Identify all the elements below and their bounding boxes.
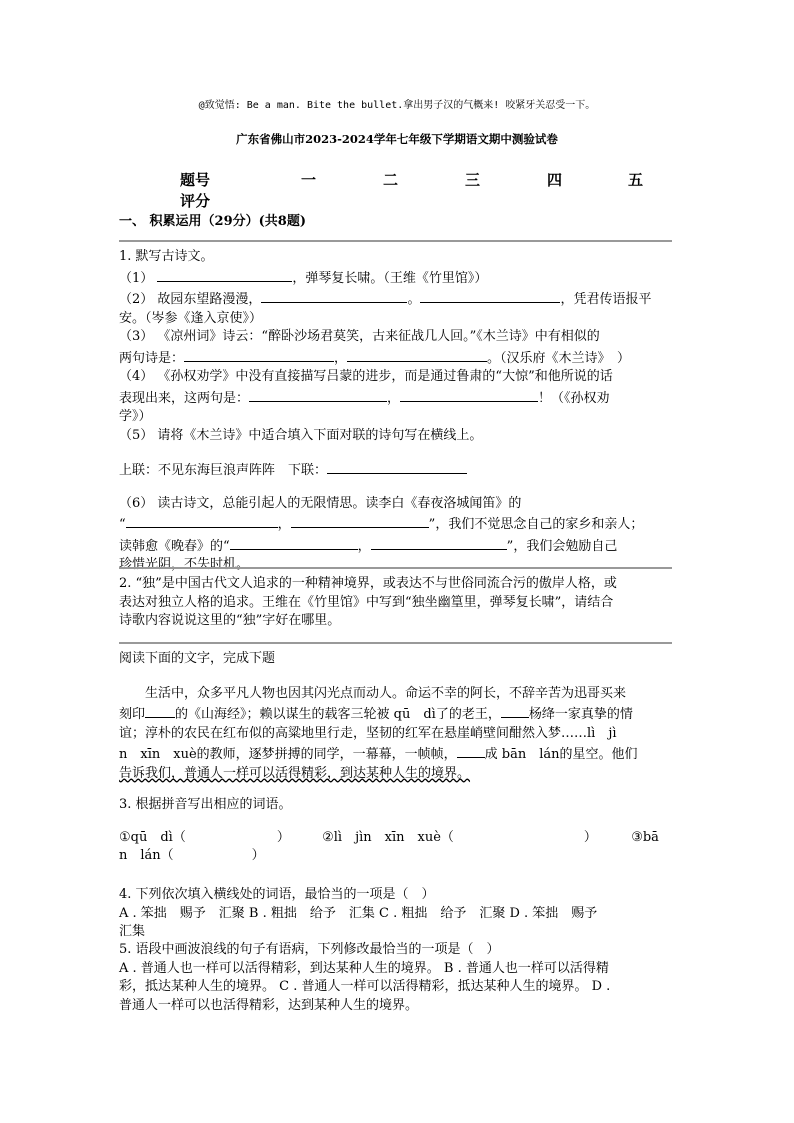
score-label-item: 题号	[180, 171, 211, 189]
score-col-5: 五	[628, 171, 644, 189]
q1-sub-4-cont: 表现出来，这两句是： ， ！（《孙权劝	[119, 387, 672, 409]
answer-blank[interactable]	[249, 387, 387, 402]
q1-sub-4-cont2: 学》）	[119, 409, 152, 424]
q5-stem: 5. 语段中画波浪线的句子有语病，下列修改最恰当的一项是（ ）	[119, 942, 500, 957]
divider	[119, 642, 672, 644]
passage-line	[119, 765, 672, 784]
fill-blank[interactable]	[501, 703, 529, 718]
answer-blank[interactable]	[291, 513, 429, 528]
q3-stem: 3. 根据拼音写出相应的词语。	[119, 797, 292, 812]
answer-blank[interactable]	[371, 535, 507, 550]
q1-sub-2: （2） 故园东望路漫漫， 。 ，凭君传语报平	[119, 288, 672, 310]
q2-line: 2. “独”是中国古代文人追求的一种精神境界，或表达不与世俗同流合污的傲岸人格，或	[119, 576, 617, 591]
q2-line: 表达对独立人格的追求。王维在《竹里馆》中写到“独坐幽篁里，弹琴复长啸”，请结合	[119, 594, 614, 610]
answer-blank[interactable]	[327, 459, 467, 474]
fill-blank[interactable]	[145, 703, 175, 718]
answer-blank[interactable]	[261, 288, 407, 303]
answer-blank[interactable]	[347, 347, 487, 362]
score-label-score: 评分	[180, 192, 211, 210]
section-1-heading: 一、 积累运用（29分）(共8题)	[119, 214, 306, 229]
answer-blank[interactable]	[230, 535, 358, 550]
score-col-2: 二	[383, 171, 399, 189]
q1-sub-1: （1） ，弹琴复长啸。（王维《竹里馆》）	[119, 267, 672, 289]
question-2	[119, 575, 672, 631]
answer-blank[interactable]	[184, 347, 334, 362]
fill-blank[interactable]	[457, 743, 485, 758]
passage-line: 生活中，众多平凡人物也因其闪光点而动人。命运不幸的阿长，不辞辛苦为迅哥买来	[145, 685, 627, 701]
question-5	[119, 941, 672, 1015]
q1-sub-6: （6） 读古诗文，总能引起人的无限情思。读李白《春夜洛城闻笛》的	[119, 495, 522, 511]
q1-sub-4: （4） 《孙权劝学》中没有直接描写吕蒙的进步，而是通过鲁肃的“大惊”和他所说的话	[119, 369, 613, 384]
question-4	[119, 886, 672, 942]
q1-stem: 1. 默写古诗文。	[119, 249, 214, 264]
q4-stem: 4. 下列依次填入横线处的词语，最恰当的一项是（ ）	[119, 887, 435, 902]
exam-title: 广东省佛山市2023-2024学年七年级下学期语文期中测验试卷	[236, 132, 558, 146]
motto-line: @致觉悟: Be a man. Bite the bullet.拿出男子汉的气概来! 咬紧牙关忍受一下。	[198, 100, 596, 111]
q3-answers-cont: n lán（ ）	[119, 848, 265, 863]
divider	[119, 567, 672, 569]
q1-sub-5: （5） 请将《木兰诗》中适合填入下面对联的诗句写在横线上。	[119, 427, 483, 443]
score-table-header	[180, 169, 660, 187]
q1-sub-3: （3） 《凉州词》诗云：“醉卧沙场君莫笑，古来征战几人回。”《木兰诗》中有相似的	[119, 329, 600, 344]
answer-blank[interactable]	[400, 387, 538, 402]
wavy-underlined-sentence: 告诉我们，普通人一样可以活得精彩，到达某种人生的境界。	[119, 765, 471, 781]
q1-sub-6-line4: 珍惜光阴，不失时机。	[119, 557, 250, 572]
reading-passage	[119, 650, 672, 783]
reading-intro: 阅读下面的文字，完成下题	[119, 651, 276, 666]
q1-sub-3-cont: 两句诗是： ， 。（汉乐府《木兰诗》 ）	[119, 347, 672, 369]
q1-sub-6-line3: 读韩愈《晚春》的“ ， ”，我们会勉励自己	[119, 535, 672, 557]
q3-answers: ①qū dì（ ） ②lì jìn xīn xuè（ ） ③bā	[119, 829, 659, 845]
q5-options: A . 普通人也一样可以活得精彩，到达某种人生的境界。 B . 普通人也一样可以活得精	[119, 960, 609, 976]
answer-blank[interactable]	[157, 267, 292, 282]
answer-blank[interactable]	[420, 288, 560, 303]
question-1	[119, 248, 672, 575]
q1-sub-2-cont: 安。（岑参《逢入京使》）	[119, 310, 263, 326]
divider	[119, 240, 672, 242]
answer-blank[interactable]	[126, 513, 278, 528]
passage-line: 谊；淳朴的农民在红布似的高粱地里行走，坚韧的红军在悬崖峭壁间酣然入梦……lì jì	[119, 725, 617, 741]
q4-options: A . 笨拙 赐予 汇聚 B . 粗拙 给予 汇集 C . 粗拙 给予 汇聚 D . 笨拙 赐予	[119, 905, 598, 921]
q5-options: 彩，抵达某种人生的境界。 C . 普通人一样可以活得精彩，抵达某种人生的境界。 D .	[119, 979, 611, 994]
passage-line: 刻印 的《山海经》；赖以谋生的载客三轮被 qū dì了的老王， 杨绛一家真挚的情	[119, 703, 672, 725]
score-col-4: 四	[547, 171, 563, 189]
q4-options-cont: 汇集	[119, 924, 146, 939]
score-col-3: 三	[465, 171, 481, 189]
q5-options: 普通人一样可以也活得精彩，达到某种人生的境界。	[119, 997, 419, 1013]
question-3	[119, 796, 672, 866]
q2-line: 诗歌内容说说这里的“独”字好在哪里。	[119, 613, 341, 628]
passage-line: n xīn xuè的教师，逐梦拼搏的同学，一幕幕，一帧帧， 成 bān lán的星空。他们	[119, 743, 672, 765]
score-col-1: 一	[301, 171, 317, 189]
couplet-line: 上联：不见东海巨浪声阵阵 下联：	[119, 459, 672, 481]
q1-sub-6-line2: “ ， ”，我们不觉思念自己的家乡和亲人；	[119, 513, 672, 535]
